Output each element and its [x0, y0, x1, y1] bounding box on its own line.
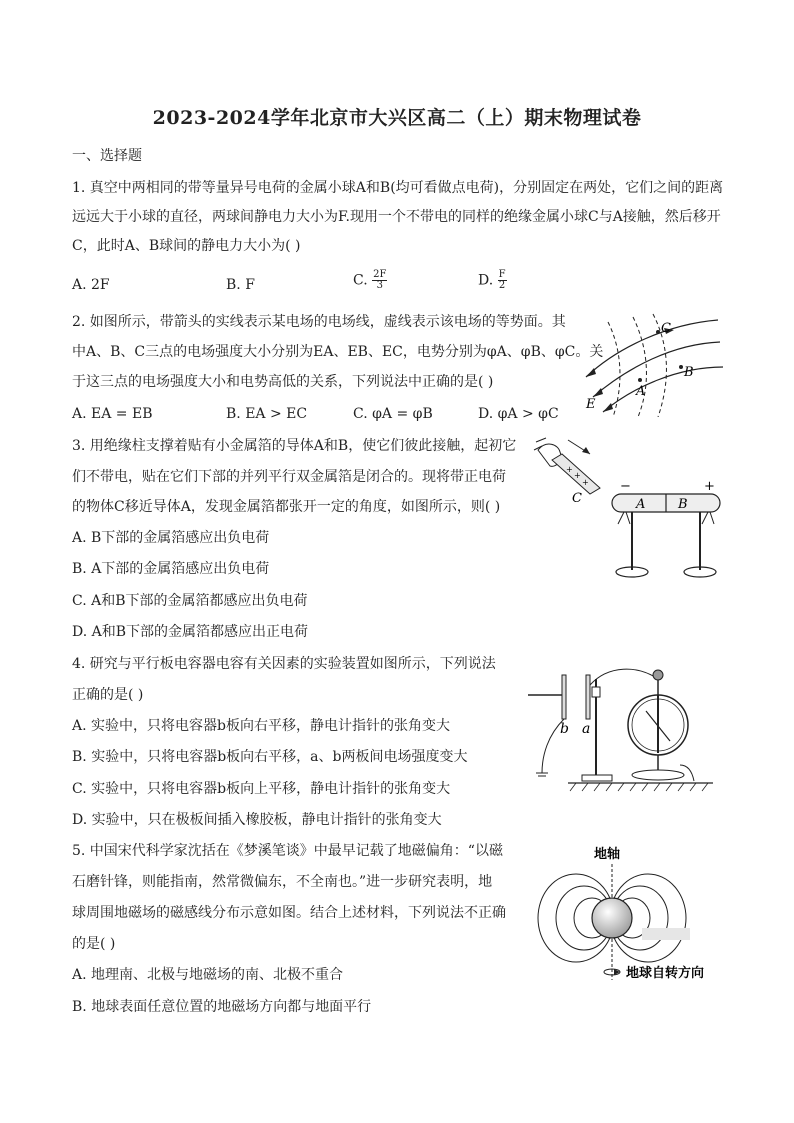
q3-option-d: D. A和B下部的金属箔都感应出正电荷 [72, 624, 309, 640]
section-heading: 一、选择题 [72, 148, 142, 164]
page-title: 2023-2024学年北京市大兴区高二（上）期末物理试卷 [152, 107, 642, 129]
q2-electric-field-figure [578, 312, 728, 417]
q2-option-a: A. EA = EB [72, 406, 153, 422]
q5-line-4: 的是( ) [72, 936, 116, 952]
q4-option-c: C. 实验中，只将电容器b板向上平移，静电计指针的张角变大 [72, 781, 451, 797]
q1-c-numerator: 2F [373, 269, 387, 280]
q3-figure-label-a: A [636, 497, 646, 512]
q3-figure-label-plus: + [704, 479, 715, 494]
q1-option-d [478, 270, 507, 291]
q1-option-c-fraction [372, 270, 387, 291]
q2-option-c: C. φA = φB [353, 406, 433, 422]
q1-line-3: C，此时A、B球间的静电力大小为( ) [72, 238, 301, 254]
q2-figure-label-e: E [586, 397, 596, 412]
q1-c-denominator: 3 [376, 280, 383, 291]
q3-induction-figure [528, 430, 728, 585]
q4-option-a: A. 实验中，只将电容器b板向右平移，静电计指针的张角变大 [72, 718, 450, 734]
q4-figure-label-a: a [582, 721, 591, 737]
q1-option-a: A. 2F [72, 277, 110, 293]
q5-option-a: A. 地理南、北极与地磁场的南、北极不重合 [72, 967, 344, 983]
q4-line-1: 4. 研究与平行板电容器电容有关因素的实验装置如图所示，下列说法 [72, 656, 496, 672]
q4-option-d: D. 实验中，只在极板间插入橡胶板，静电计指针的张角变大 [72, 812, 442, 828]
q3-line-2: 们不带电，贴在它们下部的并列平行双金属箔是闭合的。现将带正电荷 [72, 469, 506, 485]
q4-line-2: 正确的是( ) [72, 687, 144, 703]
q2-option-b: B. EA > EC [226, 406, 308, 422]
q5-figure-label-rotation: 地球自转方向 [626, 966, 705, 981]
q2-figure-label-a: A [636, 384, 646, 399]
q1-option-c [353, 270, 387, 291]
q3-option-c: C. A和B下部的金属箔都感应出负电荷 [72, 593, 308, 609]
q2-line-2: 中A、B、C三点的电场强度大小分别为EA、EB、EC，电势分别为φA、φB、φC。关 [72, 344, 604, 360]
q5-geomagnetic-figure [530, 840, 730, 990]
q1-d-numerator: F [498, 269, 506, 280]
svg-text:+: + [566, 465, 573, 474]
q5-line-1: 5. 中国宋代科学家沈括在《梦溪笔谈》中最早记载了地磁偏角：“以磁 [72, 843, 503, 859]
q3-option-b: B. A下部的金属箔感应出负电荷 [72, 561, 270, 577]
q2-figure-label-c: C [661, 321, 671, 336]
q5-line-3: 球周围地磁场的磁感线分布示意如图。结合上述材料，下列说法不正确 [72, 905, 506, 921]
q1-d-denominator: 2 [498, 280, 506, 291]
q3-option-a: A. B下部的金属箔感应出负电荷 [72, 530, 270, 546]
q1-option-b: B. F [226, 277, 255, 293]
q1-line-2: 远远大于小球的直径，两球间静电力大小为F.现用一个不带电的同样的绝缘金属小球C与A接触，然后移开 [72, 209, 721, 225]
q3-figure-label-b: B [678, 497, 688, 512]
q4-option-b: B. 实验中，只将电容器b板向右平移，a、b两板间电场强度变大 [72, 749, 468, 765]
q4-capacitor-figure [528, 665, 718, 800]
q1-option-c-label: C. [353, 272, 368, 289]
q4-figure-label-b: b [560, 721, 569, 737]
q1-line-1: 1. 真空中两相同的带等量异号电荷的金属小球A和B(均可看做点电荷)，分别固定在两处，它们之间的距离 [72, 180, 724, 196]
q3-line-3: 的物体C移近导体A，发现金属箔都张开一定的角度，如图所示，则( ) [72, 499, 501, 515]
q5-option-b: B. 地球表面任意位置的地磁场方向都与地面平行 [72, 999, 372, 1015]
q2-line-3: 于这三点的电场强度大小和电势高低的关系，下列说法中正确的是( ) [72, 374, 494, 390]
q1-option-d-fraction [498, 270, 507, 291]
q3-figure-label-minus: − [620, 479, 631, 494]
svg-text:+: + [574, 471, 581, 480]
q2-option-d: D. φA > φC [478, 406, 559, 422]
q5-figure-label-axis: 地轴 [594, 847, 621, 862]
q3-figure-label-c: C [572, 491, 582, 506]
q1-option-d-label: D. [478, 272, 494, 289]
q3-line-1: 3. 用绝缘柱支撑着贴有小金属箔的导体A和B，使它们彼此接触，起初它 [72, 438, 517, 454]
q5-line-2: 石磨针锋，则能指南，然常微偏东，不全南也。”进一步研究表明，地 [72, 874, 493, 890]
svg-text:+: + [582, 478, 589, 487]
q2-figure-label-b: B [684, 365, 694, 380]
q2-line-1: 2. 如图所示，带箭头的实线表示某电场的电场线，虚线表示该电场的等势面。其 [72, 314, 566, 330]
